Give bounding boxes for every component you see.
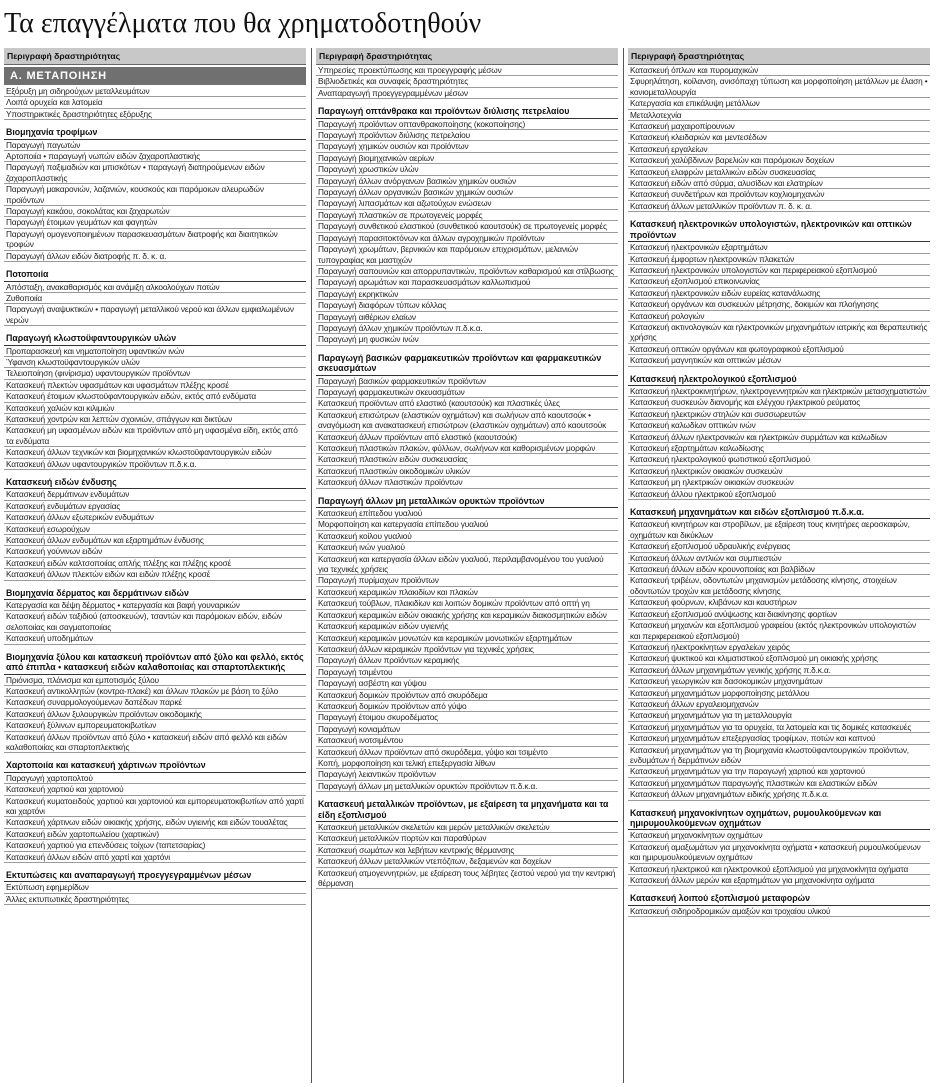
activity-row: Κατασκευή άλλων μηχανημάτων γενικής χρήσης π.δ.κ.α.: [628, 665, 930, 676]
section-heading: Ποτοποιία: [4, 262, 306, 281]
page-title: Τα επαγγέλματα που θα χρηματοδοτηθούν: [4, 8, 482, 39]
activity-row: Παραγωγή εκρηκτικών: [316, 289, 618, 300]
activity-row: Κατασκευή ινών γυαλιού: [316, 542, 618, 553]
activity-row: Παραγωγή λιπασμάτων και αζωτούχων ενώσεων: [316, 198, 618, 209]
activity-row: Παραγωγή χημικών ουσιών και προϊόντων: [316, 141, 618, 152]
activity-row: Κατασκευή άλλων ξυλουργικών προϊόντων οικοδομικής: [4, 709, 306, 720]
activity-row: Κατασκευή κινητήρων και στροβίλων, με εξαίρεση τους κινητήρες αεροσκαφών, οχημάτων και δικύκλων: [628, 519, 930, 541]
activity-row: Κατασκευή μηχανημάτων για την παραγωγή χαρτιού και χαρτονιού: [628, 766, 930, 777]
activity-row: Κατασκευή μηχανημάτων επεξεργασίας τροφίμων, ποτών και καπνού: [628, 733, 930, 744]
activity-row: Κατασκευή οπτικών οργάνων και φωτογραφικού εξοπλισμού: [628, 344, 930, 355]
activity-row: Ύφανση κλωστοϋφαντουργικών υλών: [4, 357, 306, 368]
activity-row: Κατασκευή άλλων υφαντουργικών προϊόντων π.δ.κ.α.: [4, 459, 306, 470]
activity-row: Παραγωγή έτοιμου σκυροδέματος: [316, 712, 618, 723]
activity-row: Κατασκευή εργαλείων: [628, 144, 930, 155]
activity-row: Κατασκευή άλλων ειδών από χαρτί και χαρτόνι: [4, 852, 306, 863]
activity-row: Κατασκευή ηλεκτρικού και ηλεκτρονικού εξοπλισμού για μηχανοκίνητα οχήματα: [628, 864, 930, 875]
activity-row: Κατασκευή κεραμικών ειδών οικιακής χρήσης και κεραμικών διακοσμητικών ειδών: [316, 610, 618, 621]
activity-row: Κατασκευή σιδηροδρομικών αμαξών και τροχαίου υλικού: [628, 906, 930, 917]
activity-row: Παραγωγή χρωστικών υλών: [316, 164, 618, 175]
activity-row: Κατασκευή ηλεκτρολογικού φωτιστικού εξοπλισμού: [628, 454, 930, 465]
activity-row: Κατασκευή ηλεκτροκινητήρων, ηλεκτρογεννητριών και ηλεκτρικών μετασχηματιστών: [628, 386, 930, 397]
activity-row: Κατασκευή δομικών προϊόντων από γύψο: [316, 701, 618, 712]
activity-row: Κατασκευή μεταλλικών πορτών και παραθύρων: [316, 833, 618, 844]
activity-row: Κατασκευή κοίλου γυαλιού: [316, 531, 618, 542]
activity-row: Κατασκευή ινοτσιμέντου: [316, 735, 618, 746]
activity-row: Κατασκευή τούβλων, πλακιδίων και λοιπών δομικών προϊόντων από οπτή γη: [316, 598, 618, 609]
section-heading: Βιομηχανία ξύλου και κατασκευή προϊόντων από ξύλο και φελλό, εκτός από έπιπλα • κατασκευή ειδών καλαθοποιίας και σπαρτοπλεκτικής: [4, 645, 306, 675]
activity-row: Σφυρηλάτηση, κοίλανση, ανισόπαχη τύπωση και μορφοποίηση μετάλλων με έλαση • κονιομεταλλουργία: [628, 76, 930, 98]
section-heading: Χαρτοποιία και κατασκευή χάρτινων προϊόντων: [4, 753, 306, 772]
activity-row: Λοιπά ορυχεία και λατομεία: [4, 97, 306, 108]
activity-row: Υποστηρικτικές δραστηριότητες εξόρυξης: [4, 109, 306, 120]
activity-row: Κατασκευή πλαστικών οικοδομικών υλικών: [316, 466, 618, 477]
activity-row: Παραγωγή αιθέριων ελαίων: [316, 312, 618, 323]
activity-row: Κατασκευή άλλων προϊόντων από ξύλο • κατασκευή ειδών από φελλό και ειδών καλαθοποιίας και σπαρτοπλεκτικής: [4, 732, 306, 754]
activity-row: Παραγωγή κακάου, σοκολάτας και ζαχαρωτών: [4, 206, 306, 217]
activity-row: Απόσταξη, ανακαθαρισμός και ανάμιξη αλκοολούχων ποτών: [4, 282, 306, 293]
activity-row: Παραγωγή άλλων μη μεταλλικών ορυκτών προϊόντων π.δ.κ.α.: [316, 781, 618, 792]
activity-row: Κατασκευή γεωργικών και δασοκομικών μηχανημάτων: [628, 676, 930, 687]
activity-row: Κατασκευή μηχανημάτων παραγωγής πλαστικών και ελαστικών ειδών: [628, 778, 930, 789]
activity-row: Παραγωγή ομογενοποιημένων παρασκευασμάτων διατροφής και διαιτητικών τροφών: [4, 229, 306, 251]
activity-row: Παραγωγή βιομηχανικών αερίων: [316, 153, 618, 164]
activity-row: Παραγωγή λειαντικών προϊόντων: [316, 769, 618, 780]
activity-row: Αρτοποιία • παραγωγή νωπών ειδών ζαχαροπλαστικής: [4, 151, 306, 162]
activity-row: Κατασκευή κεραμικών πλακιδίων και πλακών: [316, 587, 618, 598]
activity-row: Κατασκευή ελαφρών μεταλλικών ειδών συσκευασίας: [628, 167, 930, 178]
category-heading: Α. ΜΕΤΑΠΟΙΗΣΗ: [4, 67, 306, 85]
activity-row: Κατασκευή ηλεκτρικών οικιακών συσκευών: [628, 466, 930, 477]
activity-row: Κατασκευή κυματοειδούς χαρτιού και χαρτονιού και εμπορευματοκιβωτίων από χαρτί και χαρτόνι: [4, 796, 306, 818]
activity-row: Κοπή, μορφοποίηση και τελική επεξεργασία λίθων: [316, 758, 618, 769]
activity-row: Κατασκευή ηλεκτρικών στηλών και συσσωρευτών: [628, 409, 930, 420]
column-header: Περιγραφή δραστηριότητας: [316, 48, 618, 65]
activity-row: Κατεργασία και επικάλυψη μετάλλων: [628, 98, 930, 109]
activity-row: Κατασκευή χάρτινων ειδών οικιακής χρήσης, ειδών υγιεινής και ειδών τουαλέτας: [4, 817, 306, 828]
activity-row: Ζυθοποιία: [4, 293, 306, 304]
activity-row: Κατασκευή κεραμικών ειδών υγιεινής: [316, 621, 618, 632]
activity-row: Κατασκευή άλλων κεραμικών προϊόντων για τεχνικές χρήσεις: [316, 644, 618, 655]
activity-row: Κατασκευή συνδετήρων και προϊόντων κοχλιομηχανών: [628, 189, 930, 200]
section-heading: Βιομηχανία δέρματος και δερμάτινων ειδών: [4, 581, 306, 600]
activity-row: Κατασκευή συναρμολογούμενων δαπέδων παρκέ: [4, 697, 306, 708]
activity-row: Κατασκευή ειδών ταξιδιού (αποσκευών), τσαντών και παρόμοιων ειδών, ειδών σελοποιίας και σαγματοποιίας: [4, 611, 306, 633]
activities-column-1: [4, 48, 306, 905]
activity-row: Κατασκευή εξαρτημάτων καλωδίωσης: [628, 443, 930, 454]
activity-row: Κατασκευή φούρνων, κλιβάνων και καυστήρων: [628, 597, 930, 608]
activity-row: Κατασκευή μηχανοκίνητων οχημάτων: [628, 830, 930, 841]
section-heading: Κατασκευή μηχανοκίνητων οχημάτων, ρυμουλκούμενων και ημιρυμουλκούμενων οχημάτων: [628, 801, 930, 831]
activity-row: Κατασκευή άλλων μεταλλικών ντεπόζιτων, δεξαμενών και δοχείων: [316, 856, 618, 867]
column-divider: [623, 48, 624, 1083]
section-heading: Κατασκευή μηχανημάτων και ειδών εξοπλισμού π.δ.κ.α.: [628, 500, 930, 519]
activity-row: Παραγωγή πλαστικών σε πρωτογενείς μορφές: [316, 210, 618, 221]
activity-row: Παραγωγή άλλων χημικών προϊόντων π.δ.κ.α.: [316, 323, 618, 334]
activity-row: Κατασκευή ηλεκτρονικών ειδών ευρείας κατανάλωσης: [628, 288, 930, 299]
column-divider: [311, 48, 312, 1083]
activity-row: Κατασκευή επίπεδου γυαλιού: [316, 508, 618, 519]
activity-row: Κατασκευή ηλεκτροκίνητων εργαλείων χειρός: [628, 642, 930, 653]
activity-row: Κατασκευή άλλων αντλιών και συμπιεστών: [628, 553, 930, 564]
activity-row: Κατασκευή αμαξωμάτων για μηχανοκίνητα οχήματα • κατασκευή ρυμουλκούμενων και ημιρυμουλκούμενων οχημάτων: [628, 842, 930, 864]
activity-row: Αναπαραγωγή προεγγεγραμμένων μέσων: [316, 88, 618, 99]
activity-row: Εξόρυξη μη σιδηρούχων μεταλλευμάτων: [4, 86, 306, 97]
activity-row: Κατασκευή σωμάτων και λεβήτων κεντρικής θέρμανσης: [316, 845, 618, 856]
activity-row: Κατασκευή ηλεκτρονικών εξαρτημάτων: [628, 242, 930, 253]
activity-row: Παραγωγή φαρμακευτικών σκευασμάτων: [316, 387, 618, 398]
column-header: Περιγραφή δραστηριότητας: [628, 48, 930, 65]
activity-row: Κατασκευή ειδών από σύρμα, αλυσίδων και ελατηρίων: [628, 178, 930, 189]
activity-row: Κατασκευή μαγνητικών και οπτικών μέσων: [628, 355, 930, 366]
activity-row: Παραγωγή παρασιτοκτόνων και άλλων αγροχημικών προϊόντων: [316, 233, 618, 244]
activities-column-3: [628, 48, 930, 917]
activity-row: Κατασκευή ατμογεννητριών, με εξαίρεση τους λέβητες ζεστού νερού για την κεντρική θέρμανση: [316, 868, 618, 890]
activity-row: Κατασκευή εξοπλισμού υδραυλικής ενέργειας: [628, 541, 930, 552]
activity-row: Κατασκευή μη υφασμένων ειδών και προϊόντων από μη υφασμένα είδη, εκτός από τα ενδύματα: [4, 425, 306, 447]
section-heading: Εκτυπώσεις και αναπαραγωγή προεγγεγραμμένων μέσων: [4, 863, 306, 882]
activity-row: Κατασκευή ενδυμάτων εργασίας: [4, 501, 306, 512]
activity-row: Κατασκευή άλλων τεχνικών και βιομηχανικών κλωστοϋφαντουργικών ειδών: [4, 447, 306, 458]
activity-row: Προπαρασκευή και νηματοποίηση υφαντικών ινών: [4, 346, 306, 357]
activity-row: Κατασκευή αντικολλητών (κοντρα-πλακέ) και άλλων πλακών με βάση το ξύλο: [4, 686, 306, 697]
activity-row: Παραγωγή άλλων προϊόντων κεραμικής: [316, 655, 618, 666]
activity-row: Παραγωγή έτοιμων γευμάτων και φαγητών: [4, 217, 306, 228]
activity-row: Κατασκευή μαχαιροπίρουνων: [628, 121, 930, 132]
activity-row: Κατασκευή δομικών προϊόντων από σκυρόδεμα: [316, 690, 618, 701]
activity-row: Κατασκευή ρολογιών: [628, 311, 930, 322]
activity-row: Παραγωγή άλλων ειδών διατροφής π. δ. κ. α.: [4, 251, 306, 262]
activity-row: Κατασκευή τριβέων, οδοντωτών μηχανισμών μετάδοσης κίνησης, στοιχείων οδοντωτών τροχών και μετάδοσης κίνησης: [628, 575, 930, 597]
activity-row: Κατασκευή μηχανημάτων για τα ορυχεία, τα λατομεία και τις δομικές κατασκευές: [628, 722, 930, 733]
activity-row: Κατασκευή άλλων εργαλειομηχανών: [628, 699, 930, 710]
activity-row: Κατασκευή άλλων μερών και εξαρτημάτων για μηχανοκίνητα οχήματα: [628, 875, 930, 886]
activity-row: Κατασκευή ξύλινων εμπορευματοκιβωτίων: [4, 720, 306, 731]
activity-row: Παραγωγή χαρτοπολτού: [4, 773, 306, 784]
activity-row: Κατασκευή δερμάτινων ενδυμάτων: [4, 489, 306, 500]
activity-row: Κατασκευή προϊόντων από ελαστικό (καουτσούκ) και πλαστικές ύλες: [316, 398, 618, 409]
activity-row: Κατασκευή μη ηλεκτρικών οικιακών συσκευών: [628, 477, 930, 488]
activity-row: Κατασκευή έτοιμων κλωστοϋφαντουργικών ειδών, εκτός από ενδύματα: [4, 391, 306, 402]
activity-row: Παραγωγή παγωτών: [4, 140, 306, 151]
activity-row: Παραγωγή μακαρονιών, λαζανιών, κουσκούς και παρόμοιων αλευρωδών προϊόντων: [4, 184, 306, 206]
activity-row: Παραγωγή άλλων ανόργανων βασικών χημικών ουσιών: [316, 176, 618, 187]
activity-row: Κατασκευή άλλων ειδών κρουνοποιίας και βαλβίδων: [628, 564, 930, 575]
activity-row: Κατασκευή μηχανημάτων για τη βιομηχανία κλωστοϋφαντουργικών προϊόντων, ενδυμάτων ή δερμάτινων ειδών: [628, 745, 930, 767]
activity-row: Παραγωγή τσιμέντου: [316, 667, 618, 678]
activity-row: Κατασκευή πλαστικών ειδών συσκευασίας: [316, 454, 618, 465]
section-heading: Κατασκευή μεταλλικών προϊόντων, με εξαίρεση τα μηχανήματα και τα είδη εξοπλισμού: [316, 792, 618, 822]
activity-row: Κατασκευή κεραμικών μονωτών και κεραμικών μονωτικών εξαρτημάτων: [316, 633, 618, 644]
activity-row: Κατασκευή άλλων πλεκτών ειδών και ειδών πλέξης κροσέ: [4, 569, 306, 580]
activity-row: Κατασκευή οργάνων και συσκευών μέτρησης, δοκιμών και πλοήγησης: [628, 299, 930, 310]
activity-row: Κατασκευή ακτινολογικών και ηλεκτρονικών μηχανημάτων ιατρικής και θεραπευτικής χρήσης: [628, 322, 930, 344]
activity-row: Κατασκευή όπλων και πυρομαχικών: [628, 65, 930, 76]
activity-row: Παραγωγή προϊόντων οπτανθρακοποίησης (κοκοποίησης): [316, 119, 618, 130]
activity-row: Κατασκευή εξοπλισμού ανύψωσης και διακίνησης φορτίων: [628, 609, 930, 620]
activity-row: Παραγωγή διαφόρων τύπων κόλλας: [316, 300, 618, 311]
column-header: Περιγραφή δραστηριότητας: [4, 48, 306, 65]
section-heading: Κατασκευή ηλεκτρολογικού εξοπλισμού: [628, 367, 930, 386]
activity-row: Κατασκευή άλλου ηλεκτρικού εξοπλισμού: [628, 489, 930, 500]
activity-row: Κατασκευή άλλων ενδυμάτων και εξαρτημάτων ένδυσης: [4, 535, 306, 546]
activity-row: Κατασκευή μεταλλικών σκελετών και μερών μεταλλικών σκελετών: [316, 822, 618, 833]
activity-row: Κατασκευή επισώτρων (ελαστικών οχημάτων) και σωλήνων από καουτσούκ • αναγόμωση και ανακατασκευή επισώτρων (ελαστικών οχημάτων) από καουτσούκ: [316, 410, 618, 432]
activity-row: Κατασκευή άλλων ηλεκτρονικών και ηλεκτρικών συρμάτων και καλωδίων: [628, 432, 930, 443]
activity-row: Κατασκευή χοντρών και λεπτών σχοινιών, σπάγγων και δικτύων: [4, 414, 306, 425]
activity-row: Παραγωγή κονιαμάτων: [316, 724, 618, 735]
activity-row: Κατασκευή ψυκτικού και κλιματιστικού εξοπλισμού μη οικιακής χρήσης: [628, 653, 930, 664]
activity-row: Κατασκευή χαρτιού για επενδύσεις τοίχων (ταπετσαρίας): [4, 840, 306, 851]
activity-row: Παραγωγή συνθετικού ελαστικού (συνθετικού καουτσούκ) σε πρωτογενείς μορφές: [316, 221, 618, 232]
activity-row: Μεταλλοτεχνία: [628, 110, 930, 121]
activity-row: Τελειοποίηση (φινίρισμα) υφαντουργικών προϊόντων: [4, 368, 306, 379]
activity-row: Παραγωγή αναψυκτικών • παραγωγή μεταλλικού νερού και άλλων εμφιαλωμένων νερών: [4, 304, 306, 326]
activity-row: Εκτύπωση εφημερίδων: [4, 882, 306, 893]
section-heading: Κατασκευή λοιπού εξοπλισμού μεταφορών: [628, 886, 930, 905]
activity-row: Πριόνισμα, πλάνισμα και εμποτισμός ξύλου: [4, 675, 306, 686]
activity-row: Παραγωγή μη φυσικών ινών: [316, 334, 618, 345]
activity-row: Μορφοποίηση και κατεργασία επίπεδου γυαλιού: [316, 519, 618, 530]
activity-row: Βιβλιοδετικές και συναφείς δραστηριότητες: [316, 76, 618, 87]
activity-row: Κατασκευή ειδών χαρτοπωλείου (χαρτικών): [4, 829, 306, 840]
activity-row: Κατασκευή άλλων μηχανημάτων ειδικής χρήσης π.δ.κ.α.: [628, 789, 930, 800]
activity-row: Παραγωγή άλλων οργανικών βασικών χημικών ουσιών: [316, 187, 618, 198]
section-heading: Παραγωγή άλλων μη μεταλλικών ορυκτών προϊόντων: [316, 489, 618, 508]
activity-row: Κατασκευή άλλων εξωτερικών ενδυμάτων: [4, 512, 306, 523]
activity-row: Κατασκευή κλειδαριών και μεντεσέδων: [628, 132, 930, 143]
activity-row: Παραγωγή χρωμάτων, βερνικιών και παρόμοιων επιχρισμάτων, μελανιών τυπογραφίας και μαστιχών: [316, 244, 618, 266]
activity-row: Παραγωγή βασικών φαρμακευτικών προϊόντων: [316, 376, 618, 387]
activity-row: Κατασκευή χαρτιού και χαρτονιού: [4, 784, 306, 795]
activity-row: Υπηρεσίες προεκτύπωσης και προεγγραφής μέσων: [316, 65, 618, 76]
activity-row: Κατασκευή άλλων προϊόντων από σκυρόδεμα, γύψο και τσιμέντο: [316, 747, 618, 758]
activity-row: Κατασκευή μηχανημάτων για τη μεταλλουργία: [628, 710, 930, 721]
activity-row: Κατασκευή μηχανών και εξοπλισμού γραφείου (εκτός ηλεκτρονικών υπολογιστών και περιφερειακού εξοπλισμού): [628, 620, 930, 642]
activity-row: Κατασκευή άλλων μεταλλικών προϊόντων π. δ. κ. α.: [628, 201, 930, 212]
activity-row: Κατασκευή μηχανημάτων μορφοποίησης μετάλλου: [628, 688, 930, 699]
activity-row: Παραγωγή πυρίμαχων προϊόντων: [316, 575, 618, 586]
activity-row: Παραγωγή σαπουνιών και απορρυπαντικών, προϊόντων καθαρισμού και στίλβωσης: [316, 266, 618, 277]
section-heading: Κατασκευή ειδών ένδυσης: [4, 470, 306, 489]
activity-row: Παραγωγή ασβέστη και γύψου: [316, 678, 618, 689]
activities-column-2: [316, 48, 618, 889]
activity-row: Παραγωγή παξιμαδιών και μπισκότων • παραγωγή διατηρούμενων ειδών ζαχαροπλαστικής: [4, 162, 306, 184]
activity-row: Κατασκευή και κατεργασία άλλων ειδών γυαλιού, περιλαμβανομένου του γυαλιού για τεχνικές χρήσεις: [316, 554, 618, 576]
section-heading: Παραγωγή οπτάνθρακα και προϊόντων διύλισης πετρελαίου: [316, 99, 618, 118]
activity-row: Κατασκευή χαλιών και κιλιμιών: [4, 403, 306, 414]
section-heading: Βιομηχανία τροφίμων: [4, 120, 306, 139]
section-heading: Κατασκευή ηλεκτρονικών υπολογιστών, ηλεκτρονικών και οπτικών προϊόντων: [628, 212, 930, 242]
activity-row: Παραγωγή προϊόντων διύλισης πετρελαίου: [316, 130, 618, 141]
section-heading: Παραγωγή κλωστοϋφαντουργικών υλών: [4, 326, 306, 345]
section-heading: Παραγωγή βασικών φαρμακευτικών προϊόντων και φαρμακευτικών σκευασμάτων: [316, 346, 618, 376]
activity-row: Κατασκευή άλλων προϊόντων από ελαστικό (καουτσούκ): [316, 432, 618, 443]
activity-row: Κατεργασία και δέψη δέρματος • κατεργασία και βαφή γουναρικών: [4, 600, 306, 611]
activity-row: Κατασκευή ειδών καλτσοποιίας απλής πλέξης και πλέξης κροσέ: [4, 558, 306, 569]
activity-row: Κατασκευή άλλων πλαστικών προϊόντων: [316, 477, 618, 488]
activity-row: Κατασκευή εξοπλισμού επικοινωνίας: [628, 276, 930, 287]
activity-row: Κατασκευή καλωδίων οπτικών ινών: [628, 420, 930, 431]
activity-row: Κατασκευή γούνινων ειδών: [4, 546, 306, 557]
activity-row: Κατασκευή πλεκτών υφασμάτων και υφασμάτων πλέξης κροσέ: [4, 380, 306, 391]
activity-row: Κατασκευή πλαστικών πλακών, φύλλων, σωλήνων και καθορισμένων μορφών: [316, 443, 618, 454]
activity-row: Άλλες εκτυπωτικές δραστηριότητες: [4, 894, 306, 905]
activity-row: Κατασκευή έμφορτων ηλεκτρονικών πλακετών: [628, 254, 930, 265]
activity-row: Παραγωγή αρωμάτων και παρασκευασμάτων καλλωπισμού: [316, 277, 618, 288]
activity-row: Κατασκευή ηλεκτρονικών υπολογιστών και περιφερειακού εξοπλισμού: [628, 265, 930, 276]
activity-row: Κατασκευή χαλύβδινων βαρελιών και παρόμοιων δοχείων: [628, 155, 930, 166]
activity-row: Κατασκευή υποδημάτων: [4, 633, 306, 644]
activity-row: Κατασκευή συσκευών διανομής και ελέγχου ηλεκτρικού ρεύματος: [628, 397, 930, 408]
activity-row: Κατασκευή εσωρούχων: [4, 524, 306, 535]
